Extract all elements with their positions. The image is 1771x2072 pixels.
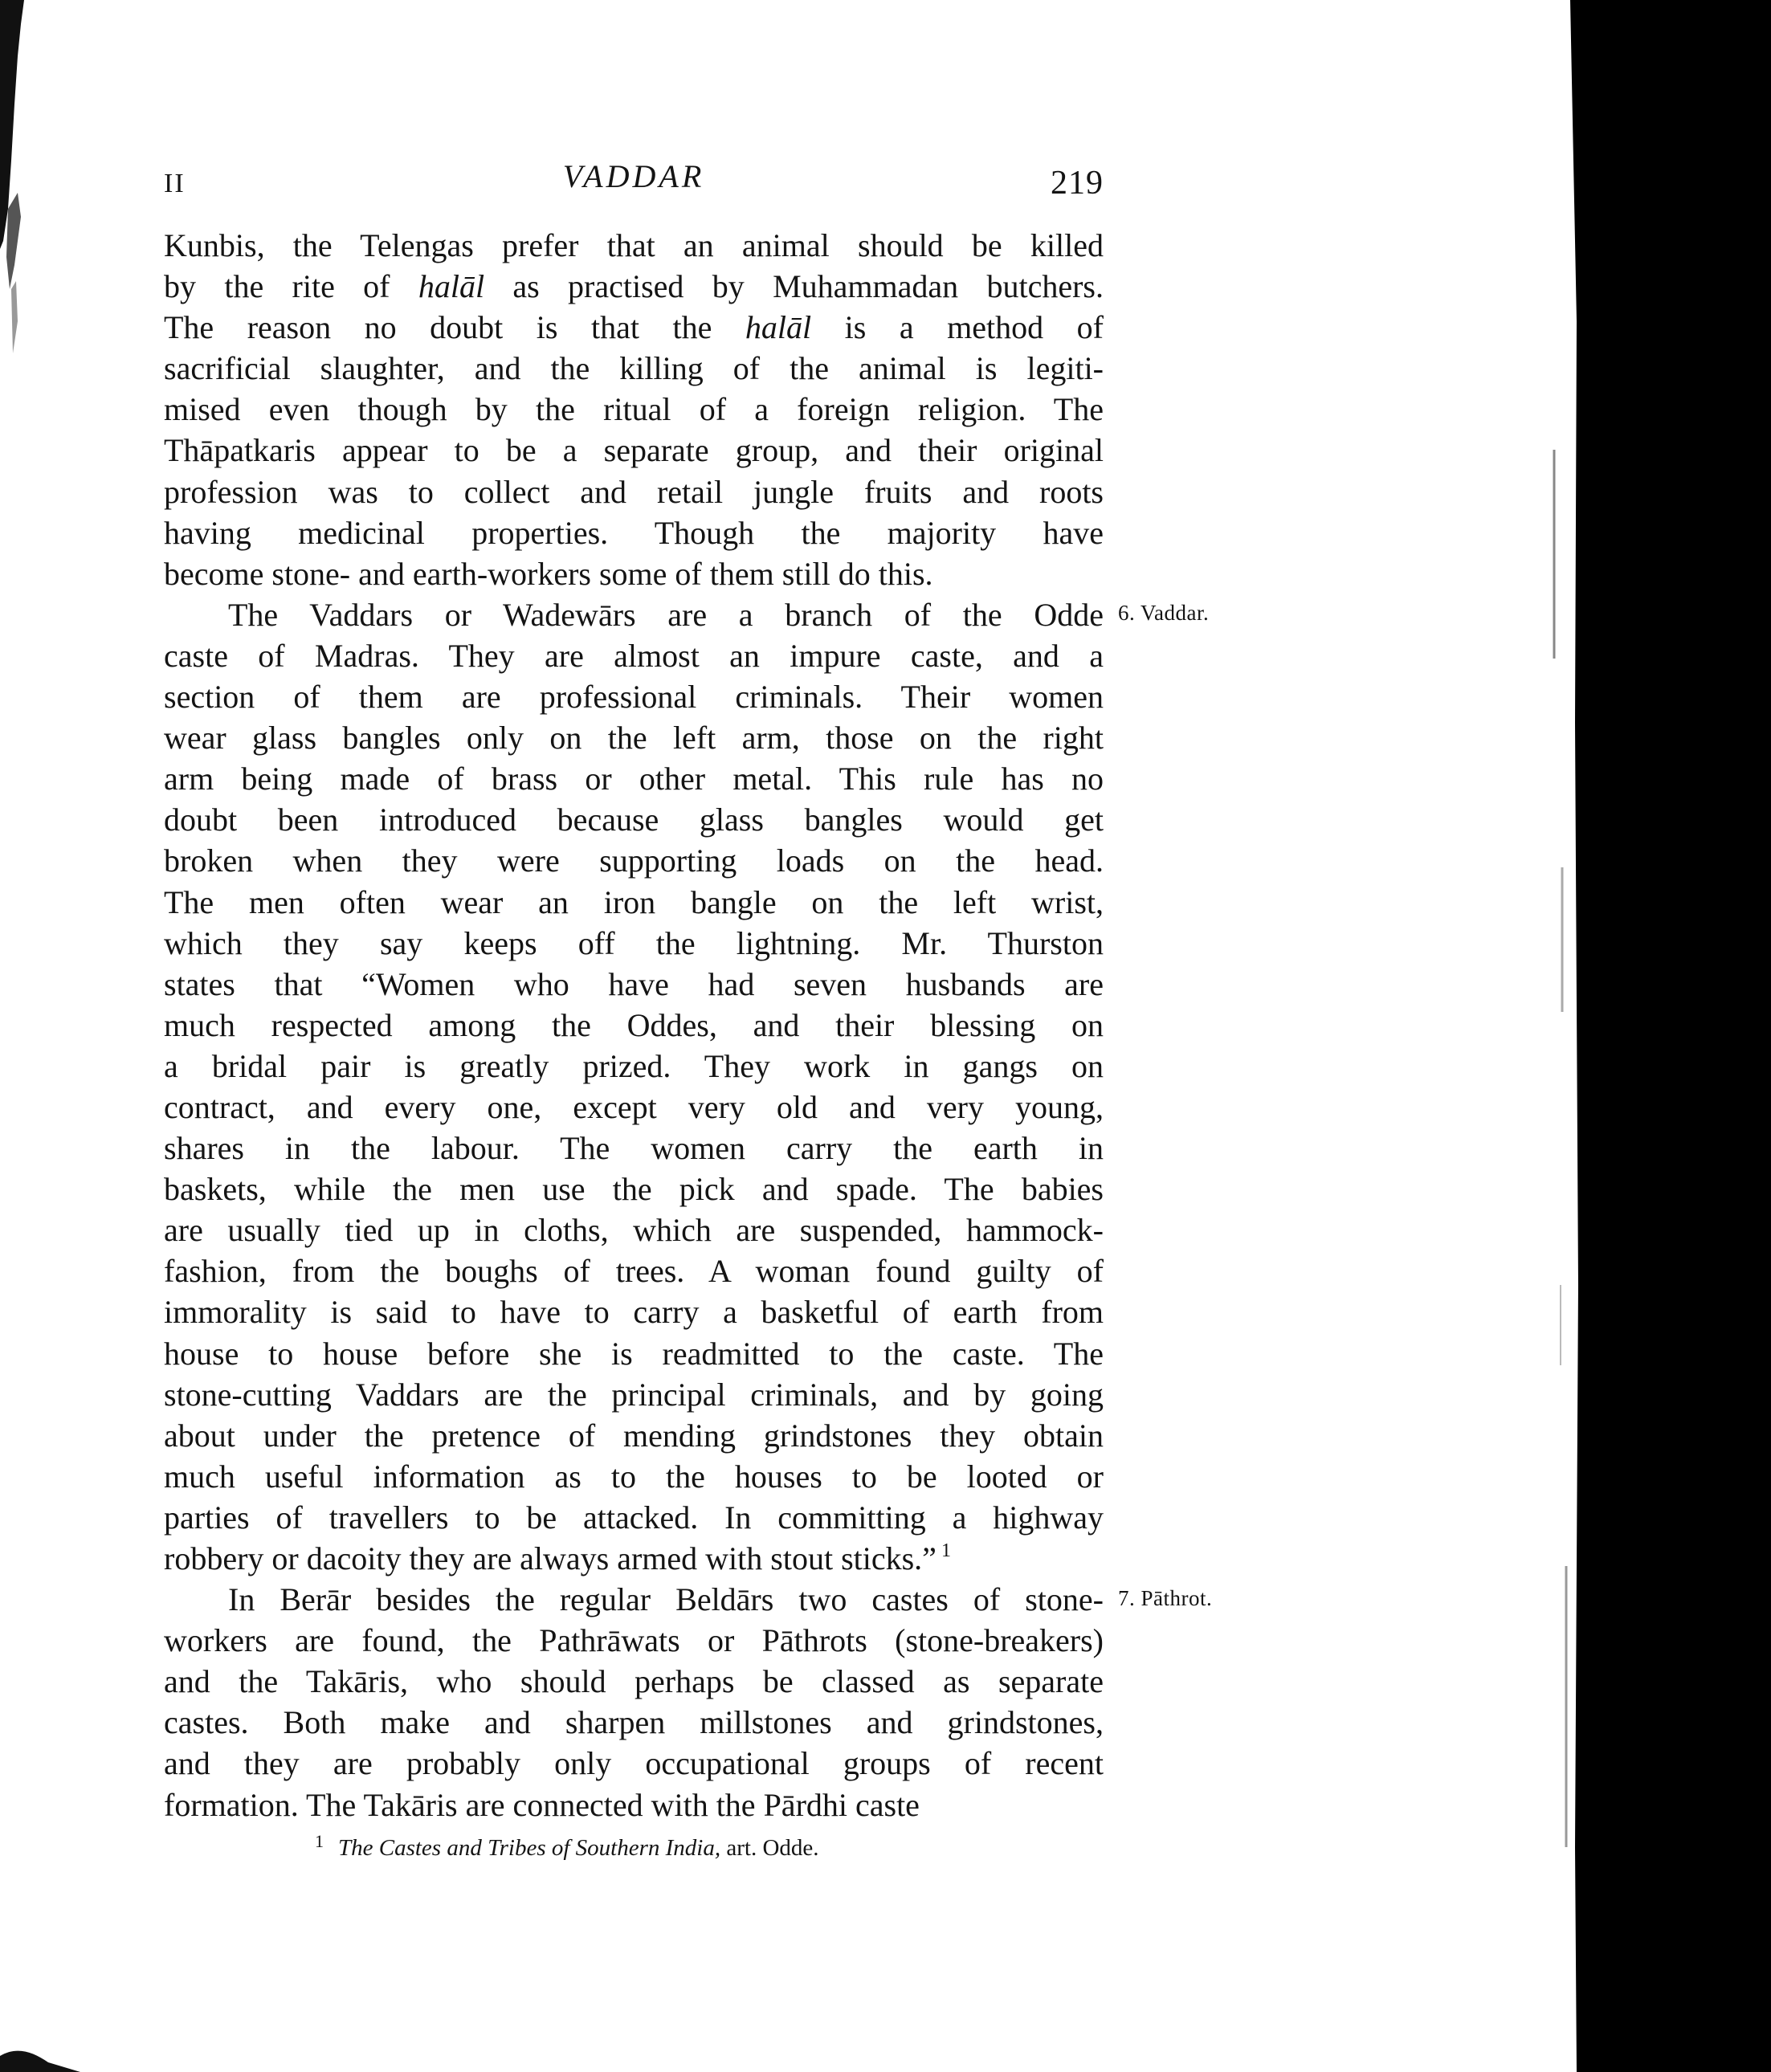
scan-bottom-corner xyxy=(0,2040,88,2072)
text-line: doubt been introduced because glass bangles would get xyxy=(164,801,1104,838)
italic-term: halāl xyxy=(745,309,812,346)
text-line: immorality is said to have to carry a basketful of earth from xyxy=(164,1294,1104,1331)
text-line: section of them are professional criminals. Their women xyxy=(164,679,1104,716)
paragraph xyxy=(164,225,1104,594)
text-line: states that “Women who have had seven husbands are xyxy=(164,965,1104,1002)
footnote xyxy=(315,1831,819,1862)
text-line: parties of travellers to be attacked. In committing a highway xyxy=(164,1499,1104,1536)
text-line: robbery or dacoity they are always armed with stout sticks.” $^1$ xyxy=(164,1540,951,1576)
text-line: become stone- and earth-workers some of them still do this. xyxy=(164,555,933,592)
footnote-rest: art. Odde. xyxy=(720,1835,819,1861)
footnote-ref: 1 xyxy=(936,1540,951,1561)
body-text xyxy=(164,225,1104,1825)
text-line: sacrificial slaughter, and the killing of the animal is legiti- xyxy=(164,350,1104,387)
text-line: much respected among the Oddes, and their blessing on xyxy=(164,1006,1104,1043)
text-line: arm being made of brass or other metal. This rule has no xyxy=(164,761,1104,797)
italic-term: halāl xyxy=(418,268,485,305)
text-line: mised even though by the ritual of a foreign religion. The xyxy=(164,391,1104,428)
text-line: workers are found, the Pathrāwats or Pāthrots (stone-breakers) xyxy=(164,1622,1104,1659)
paragraph xyxy=(164,594,1104,1579)
text-line: stone-cutting Vaddars are the principal criminals, and by going xyxy=(164,1376,1104,1413)
text-line: fashion, from the boughs of trees. A woman found guilty of xyxy=(164,1253,1104,1290)
text-line: castes. Both make and sharpen millstones and grindstones, xyxy=(164,1704,1104,1741)
text-line: wear glass bangles only on the left arm, those on the right xyxy=(164,720,1104,757)
text-line: broken when they were supporting loads on the head. xyxy=(164,842,1104,879)
text-line: by the rite of halāl as practised by Muhammadan butchers. xyxy=(164,268,1104,305)
scan-right-binding xyxy=(1434,0,1771,2072)
text-line: about under the pretence of mending grindstones they obtain xyxy=(164,1417,1104,1454)
text-line: having medicinal properties. Though the majority have xyxy=(164,514,1104,551)
text-line: baskets, while the men use the pick and spade. The babies xyxy=(164,1171,1104,1208)
text-line: contract, and every one, except very old and very young, xyxy=(164,1088,1104,1125)
text-line: a bridal pair is greatly prized. They work in gangs on xyxy=(164,1047,1104,1084)
scan-left-edge xyxy=(0,0,56,385)
text-line: The reason no doubt is that the halāl is a method of xyxy=(164,309,1104,346)
footnote-mark: 1 xyxy=(315,1831,324,1851)
text-line: Thāpatkaris appear to be a separate group, and their original xyxy=(164,432,1104,469)
text-line: which they say keeps off the lightning. Mr. Thurston xyxy=(164,924,1104,961)
text-line: are usually tied up in cloths, which are suspended, hammock- xyxy=(164,1212,1104,1249)
margin-note-vaddar: 6. Vaddar. xyxy=(1118,601,1210,625)
page-number: 219 xyxy=(1051,165,1104,202)
text-line: The Vaddars or Wadewārs are a branch of the Odde xyxy=(228,596,1104,633)
text-line: and they are probably only occupational groups of recent xyxy=(164,1745,1104,1782)
text-line: and the Takāris, who should perhaps be classed as separate xyxy=(164,1663,1104,1700)
page-title: VADDAR xyxy=(562,158,705,194)
text-line: In Berār besides the regular Beldārs two castes of stone- xyxy=(228,1581,1104,1618)
text-line: Kunbis, the Telengas prefer that an animal should be killed xyxy=(164,227,1104,263)
text-line: The men often wear an iron bangle on the left wrist, xyxy=(164,883,1104,920)
volume-number: II xyxy=(164,169,186,198)
text-line: shares in the labour. The women carry the earth in xyxy=(164,1130,1104,1167)
text-line: house to house before she is readmitted to the caste. The xyxy=(164,1335,1104,1372)
paragraph xyxy=(164,1579,1104,1825)
footnote-title: The Castes and Tribes of Southern India, xyxy=(338,1835,721,1861)
running-head xyxy=(164,157,1104,214)
text-line: formation. The Takāris are connected with the Pārdhi caste xyxy=(164,1786,920,1823)
text-line: caste of Madras. They are almost an impure caste, and a xyxy=(164,637,1104,674)
text-line: profession was to collect and retail jungle fruits and roots xyxy=(164,473,1104,510)
margin-note-pathrot: 7. Pāthrot. xyxy=(1118,1586,1213,1610)
text-line: much useful information as to the houses to be looted or xyxy=(164,1458,1104,1495)
